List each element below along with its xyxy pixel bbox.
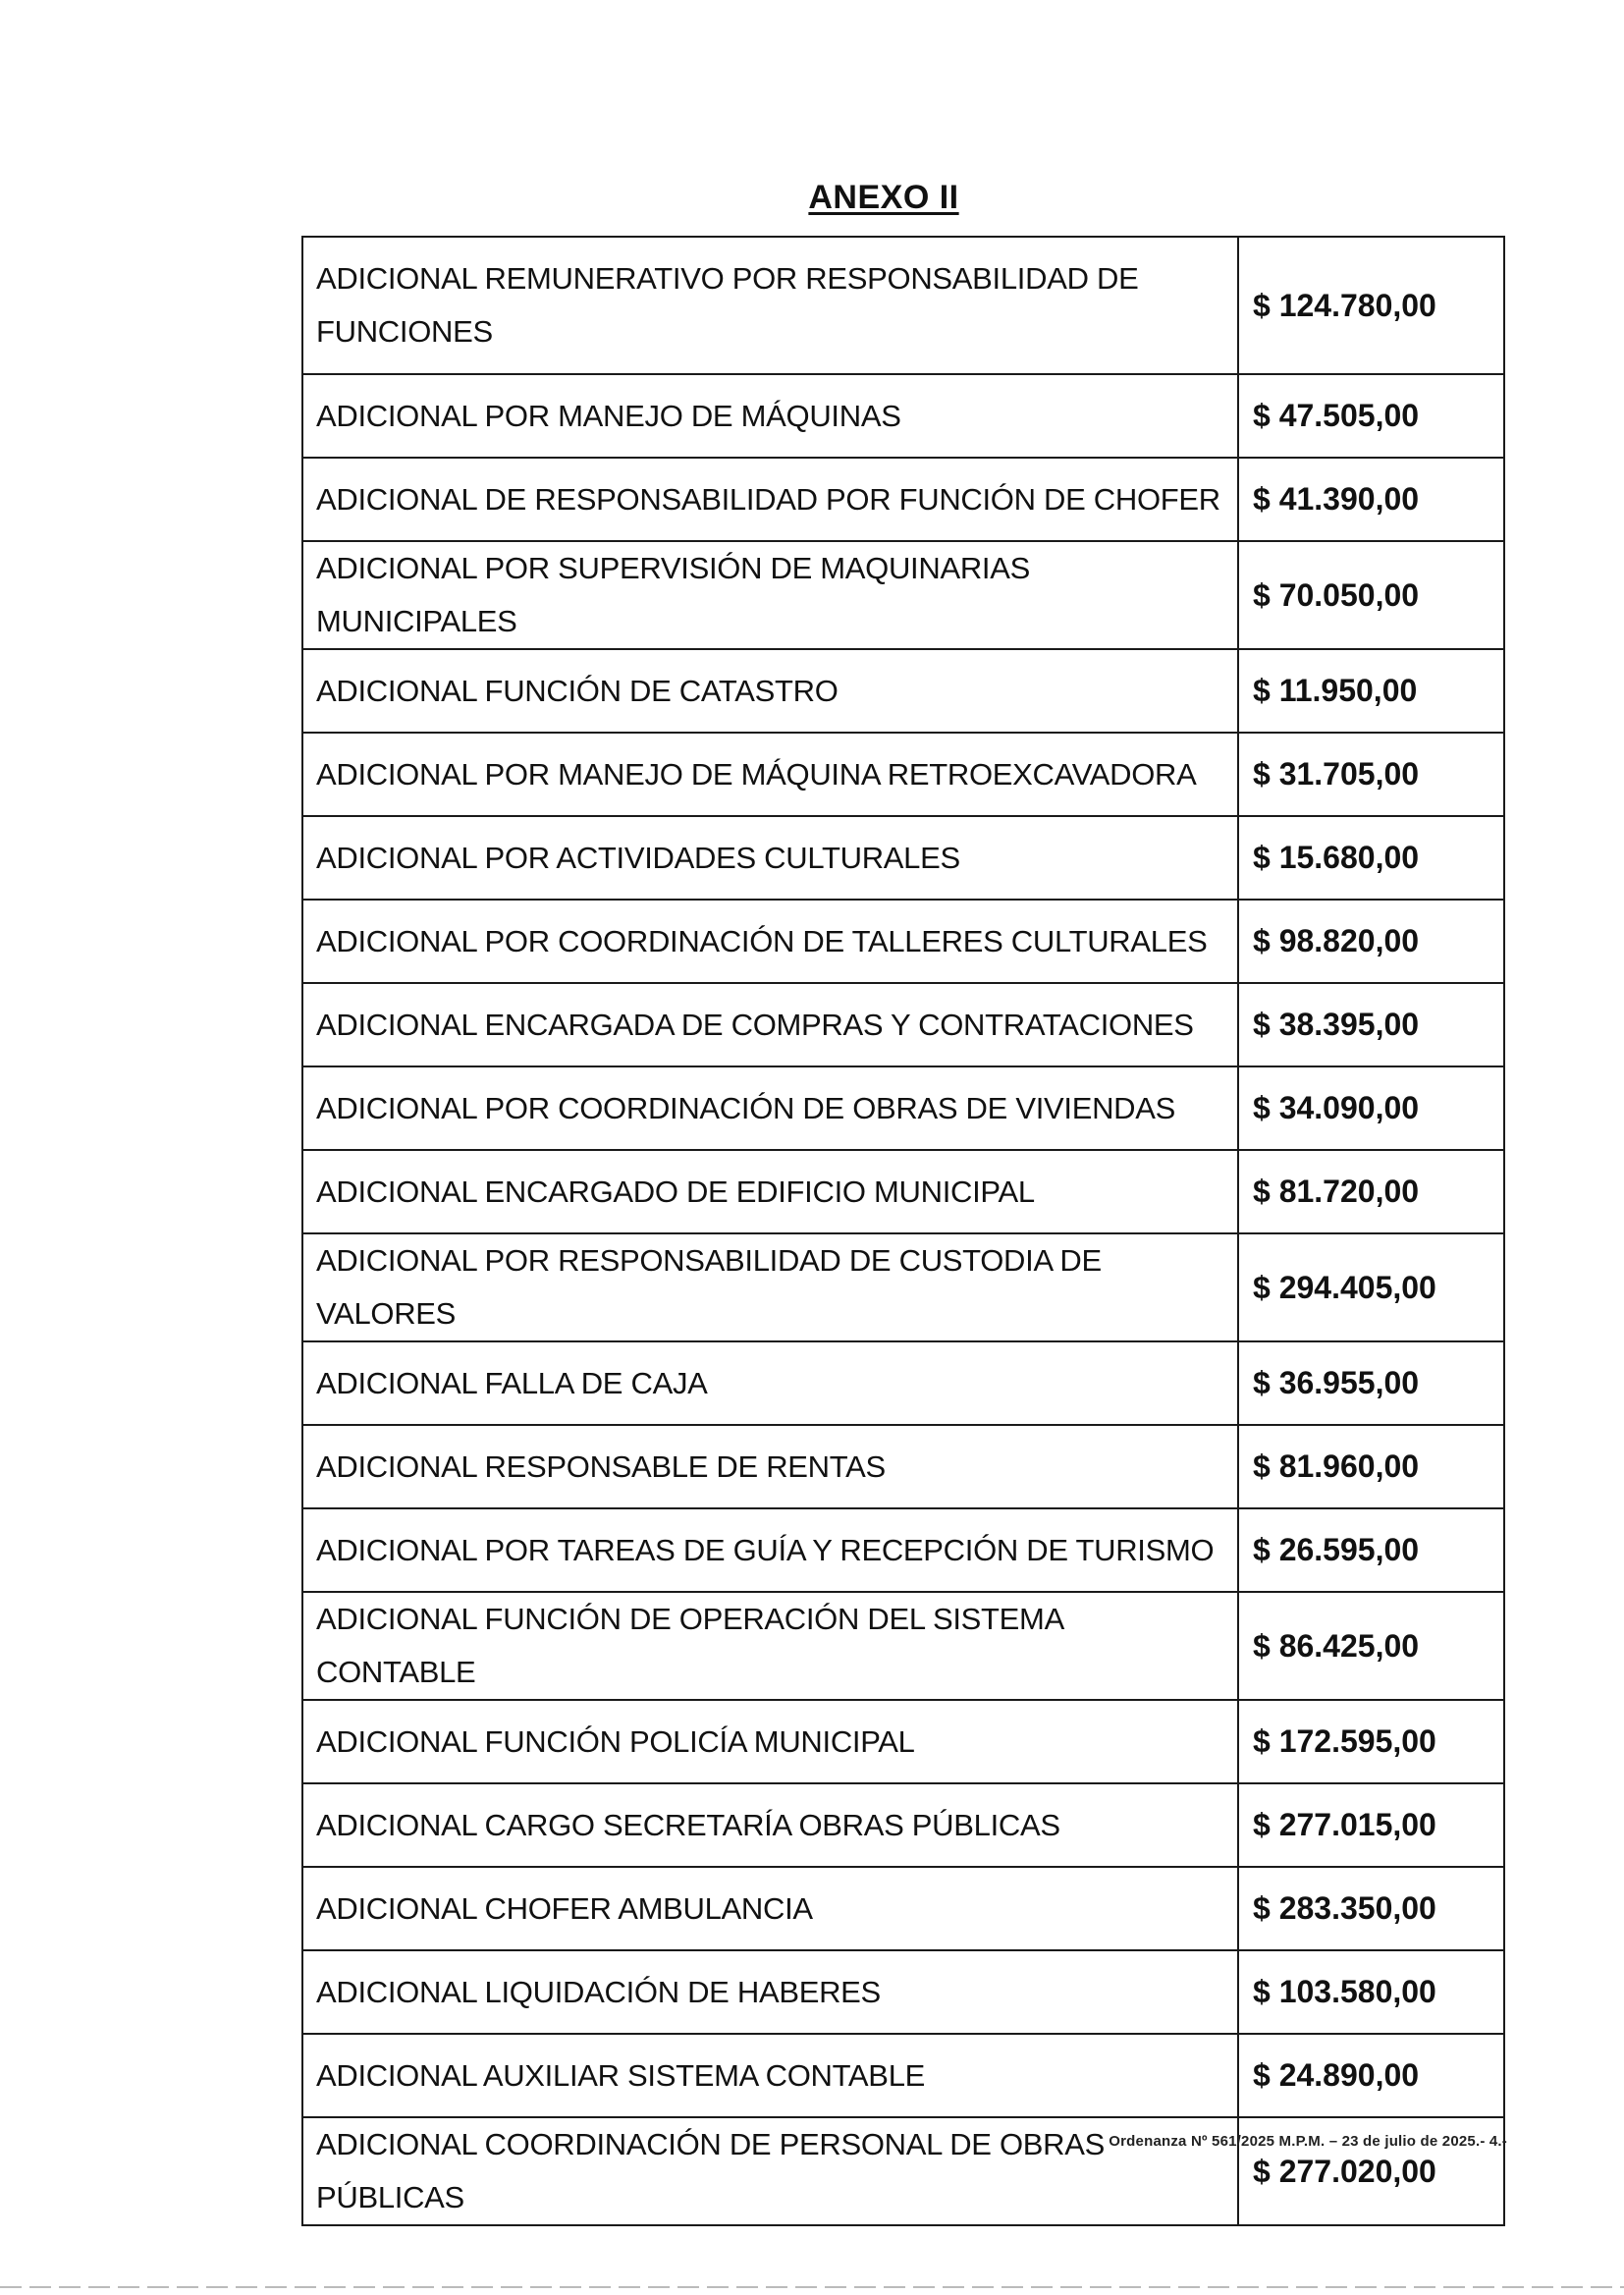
row-amount: $ 86.425,00 <box>1238 1592 1504 1700</box>
row-amount: $ 277.015,00 <box>1238 1783 1504 1867</box>
row-amount: $ 41.390,00 <box>1238 458 1504 541</box>
row-description: ADICIONAL LIQUIDACIÓN DE HABERES <box>302 1950 1238 2034</box>
table-row <box>302 1150 1504 1233</box>
row-amount: $ 24.890,00 <box>1238 2034 1504 2117</box>
table-row <box>302 1783 1504 1867</box>
row-amount: $ 15.680,00 <box>1238 816 1504 900</box>
row-description: ADICIONAL ENCARGADO DE EDIFICIO MUNICIPAL <box>302 1150 1238 1233</box>
row-description: ADICIONAL POR ACTIVIDADES CULTURALES <box>302 816 1238 900</box>
table-row <box>302 374 1504 458</box>
row-amount: $ 294.405,00 <box>1238 1233 1504 1341</box>
table-row <box>302 900 1504 983</box>
page-title: ANEXO II <box>808 179 959 216</box>
row-amount: $ 172.595,00 <box>1238 1700 1504 1783</box>
row-amount: $ 81.720,00 <box>1238 1150 1504 1233</box>
row-amount: $ 26.595,00 <box>1238 1508 1504 1592</box>
row-description: ADICIONAL POR COORDINACIÓN DE OBRAS DE VIVIENDAS <box>302 1066 1238 1150</box>
row-amount: $ 38.395,00 <box>1238 983 1504 1066</box>
row-amount: $ 81.960,00 <box>1238 1425 1504 1508</box>
table-row <box>302 983 1504 1066</box>
table-row <box>302 2034 1504 2117</box>
table-row <box>302 816 1504 900</box>
row-description: ADICIONAL AUXILIAR SISTEMA CONTABLE <box>302 2034 1238 2117</box>
row-amount: $ 47.505,00 <box>1238 374 1504 458</box>
row-description: ADICIONAL FALLA DE CAJA <box>302 1341 1238 1425</box>
row-amount: $ 70.050,00 <box>1238 541 1504 649</box>
row-amount: $ 34.090,00 <box>1238 1066 1504 1150</box>
row-amount: $ 283.350,00 <box>1238 1867 1504 1950</box>
row-description: ADICIONAL COORDINACIÓN DE PERSONAL DE OBRAS PÚBLICAS <box>302 2117 1238 2225</box>
row-description: ADICIONAL POR TAREAS DE GUÍA Y RECEPCIÓN DE TURISMO <box>302 1508 1238 1592</box>
annex-table-body <box>302 237 1504 2225</box>
row-description: ADICIONAL POR MANEJO DE MÁQUINA RETROEXCAVADORA <box>302 733 1238 816</box>
footer-ordinance-reference: Ordenanza Nº 561/2025 M.P.M. – 23 de julio de 2025.- 4.- <box>1109 2133 1507 2150</box>
table-row <box>302 1066 1504 1150</box>
row-description: ADICIONAL POR MANEJO DE MÁQUINAS <box>302 374 1238 458</box>
row-amount: $ 124.780,00 <box>1238 237 1504 374</box>
row-description: ADICIONAL RESPONSABLE DE RENTAS <box>302 1425 1238 1508</box>
row-description: ADICIONAL REMUNERATIVO POR RESPONSABILIDAD DE FUNCIONES <box>302 237 1238 374</box>
annex-table <box>301 236 1505 2226</box>
row-description: ADICIONAL POR SUPERVISIÓN DE MAQUINARIAS MUNICIPALES <box>302 541 1238 649</box>
table-row <box>302 1341 1504 1425</box>
row-amount: $ 103.580,00 <box>1238 1950 1504 2034</box>
row-amount: $ 98.820,00 <box>1238 900 1504 983</box>
row-description: ADICIONAL ENCARGADA DE COMPRAS Y CONTRATACIONES <box>302 983 1238 1066</box>
table-row <box>302 733 1504 816</box>
row-description: ADICIONAL DE RESPONSABILIDAD POR FUNCIÓN DE CHOFER <box>302 458 1238 541</box>
row-amount: $ 36.955,00 <box>1238 1341 1504 1425</box>
row-description: ADICIONAL POR RESPONSABILIDAD DE CUSTODIA DE VALORES <box>302 1233 1238 1341</box>
table-row <box>302 458 1504 541</box>
row-description: ADICIONAL FUNCIÓN DE OPERACIÓN DEL SISTEMA CONTABLE <box>302 1592 1238 1700</box>
row-amount: $ 11.950,00 <box>1238 649 1504 733</box>
table-row <box>302 1700 1504 1783</box>
table-row <box>302 1425 1504 1508</box>
table-row <box>302 237 1504 374</box>
table-row <box>302 1867 1504 1950</box>
table-row <box>302 1233 1504 1341</box>
row-description: ADICIONAL CARGO SECRETARÍA OBRAS PÚBLICAS <box>302 1783 1238 1867</box>
row-description: ADICIONAL FUNCIÓN POLICÍA MUNICIPAL <box>302 1700 1238 1783</box>
table-row <box>302 1950 1504 2034</box>
row-amount: $ 277.020,00 <box>1238 2117 1504 2225</box>
row-description: ADICIONAL POR COORDINACIÓN DE TALLERES CULTURALES <box>302 900 1238 983</box>
table-row <box>302 1508 1504 1592</box>
table-row <box>302 649 1504 733</box>
scan-edge-divider <box>0 2286 1624 2288</box>
table-row <box>302 1592 1504 1700</box>
row-amount: $ 31.705,00 <box>1238 733 1504 816</box>
table-row <box>302 541 1504 649</box>
row-description: ADICIONAL CHOFER AMBULANCIA <box>302 1867 1238 1950</box>
row-description: ADICIONAL FUNCIÓN DE CATASTRO <box>302 649 1238 733</box>
